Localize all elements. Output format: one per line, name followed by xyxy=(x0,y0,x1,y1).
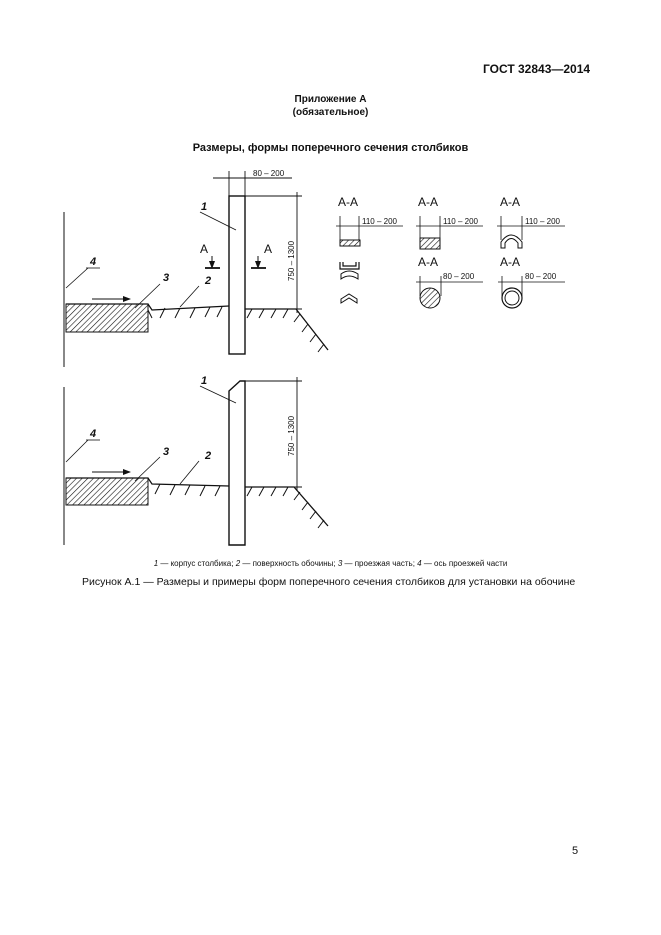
appendix-status: (обязательное) xyxy=(292,107,369,118)
legend-text-4: — ось проезжей части xyxy=(421,559,508,568)
callout-4-bottom: 4 xyxy=(90,428,97,440)
callout-3-bottom: 3 xyxy=(163,446,170,458)
legend-num-3: 3 xyxy=(337,559,343,568)
post-body-bottom xyxy=(229,381,245,545)
width-dimension-label: 80 – 200 xyxy=(253,169,285,178)
slope-line-bottom xyxy=(245,487,328,526)
cross-sections xyxy=(336,195,565,308)
section-dim-2: 110 – 200 xyxy=(443,217,478,226)
section-mark-right: А xyxy=(264,242,273,256)
callout-1-bottom: 1 xyxy=(201,375,208,387)
figure-legend xyxy=(0,559,661,568)
bottom-post-drawing xyxy=(64,375,328,545)
legend-num-4: 4 xyxy=(417,559,422,568)
section-dim-3: 80 – 200 xyxy=(443,272,475,281)
section-shape-chevron xyxy=(341,294,357,303)
callout-3-top: 3 xyxy=(163,272,170,284)
legend-text-1: — корпус столбика; xyxy=(158,559,236,568)
section-dim-1: 110 – 200 xyxy=(362,217,397,226)
callout-2-top: 2 xyxy=(205,275,212,287)
page-number: 5 xyxy=(572,845,579,857)
slope-line-top xyxy=(245,309,328,350)
height-dimension-label-bottom: 750 – 1300 xyxy=(287,415,296,456)
section-dim-5: 80 – 200 xyxy=(525,272,557,281)
section-shape-arc xyxy=(341,271,358,279)
top-post-drawing xyxy=(64,169,328,367)
section-mark-left: А xyxy=(200,242,209,256)
section-shape-round-solid xyxy=(420,288,440,308)
carriageway-block-bottom xyxy=(66,478,148,505)
section-shape-bracket xyxy=(340,262,359,269)
section-shape-u-profile xyxy=(501,235,522,248)
post-body-top xyxy=(229,196,245,354)
callout-4-top: 4 xyxy=(90,256,97,268)
section-label-4: А-А xyxy=(500,195,521,209)
section-label-3: А-А xyxy=(418,255,439,269)
legend-num-1: 1 xyxy=(153,559,159,568)
section-shape-rect-thick xyxy=(420,238,440,249)
callout-1-top: 1 xyxy=(201,201,208,213)
section-label-5: А-А xyxy=(500,255,521,269)
appendix-title: Приложение А xyxy=(294,94,367,105)
carriageway-block-top xyxy=(66,304,148,332)
standard-code: ГОСТ 32843—2014 xyxy=(483,62,591,76)
callout-2-bottom: 2 xyxy=(205,450,212,462)
legend-text-2: — поверхность обочины; xyxy=(240,559,338,568)
section-title: Размеры, формы поперечного сечения столбиков xyxy=(192,142,469,154)
figure-caption: Рисунок А.1 — Размеры и примеры форм поперечного сечения столбиков для установки на обочине xyxy=(82,576,576,588)
height-dimension-label-top: 750 – 1300 xyxy=(287,240,296,281)
section-dim-4: 110 – 200 xyxy=(525,217,560,226)
section-label-2: А-А xyxy=(418,195,439,209)
legend-text-3: — проезжая часть; xyxy=(342,559,418,568)
legend-num-2: 2 xyxy=(235,559,241,568)
section-shape-rect-flat xyxy=(340,240,360,246)
section-label-1: А-А xyxy=(338,195,359,209)
